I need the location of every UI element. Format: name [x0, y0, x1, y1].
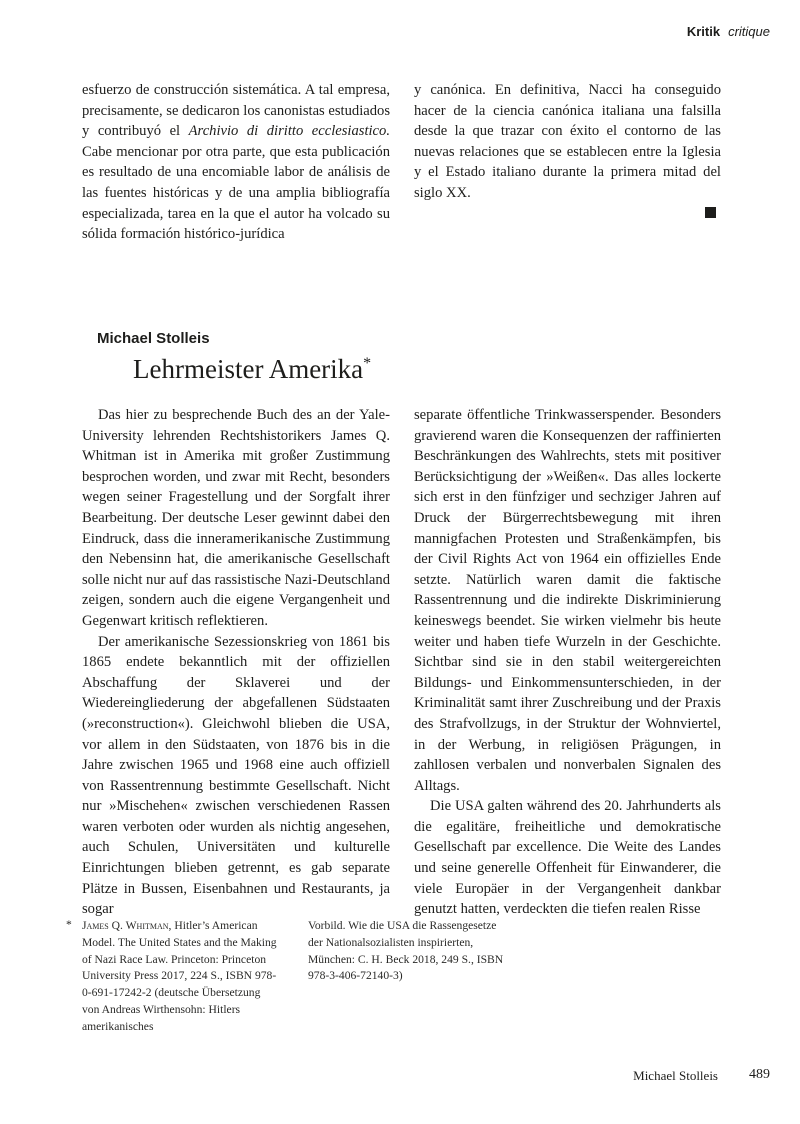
- footnote-text: , Hitler’s American Model. The United States and the Making of Nazi Race Law. Princeton: Princeton University Press 2017, 224 S., ISBN 978-0-691-17242-2 (deutsche Übersetzung von Andreas Wirthensohn: Hitlers amerikanisches: [82, 919, 277, 1033]
- end-of-article-mark: [705, 207, 716, 218]
- footnote-reference[interactable]: *: [363, 355, 372, 372]
- page-number: 489: [749, 1067, 770, 1082]
- subsection-label: critique: [728, 24, 770, 39]
- prev-text-right: y canónica. En definitiva, Nacci ha conseguido hacer de la ciencia canónica italiana una falsilla desde la que trazar con éxito el contorno de las nuevas relaciones que se establecen entre la Iglesia y el Estado italiano durante la primera mitad del siglo XX.: [414, 82, 721, 201]
- footnote-author: James Q. Whitman: [82, 919, 169, 932]
- paragraph: separate öffentliche Trinkwasserspender. Besonders gravierend waren die Konsequenzen der raffinierten Beschränkungen des Wahlrechts, stets mit positiver Berücksichtigung der »Weißen«. Das alles lockerte sich erst in den fünfziger und sechziger Jahren auf Druck der Bürgerrechtsbewegung mit ihren mannigfachen Protesten und Straßenkämpfen, bis der Civil Rights Act von 1964 ein offizielles Ende setzte. Natürlich waren damit die faktische Rassentrennung und die indirekte Diskriminierung keineswegs beendet. Sie wirken vielmehr bis heute weiter und haben tiefe Wurzeln in der Geschichte. Sichtbar sind sie in den stabil weitergereichten Bildungs- und Einkommensunterschieden, in der Kriminalität samt ihrer Zuschreibung und der Praxis des Strafvollzugs, in der Struktur der Wohnviertel, in der Werbung, in religiösen Prägungen, in zahllosen verbalen und nonverbalen Signalen des Alltags.: [414, 407, 721, 794]
- running-head: [687, 24, 770, 39]
- footer-author: Michael Stolleis: [633, 1068, 718, 1083]
- paragraph: Der amerikanische Sezessionskrieg von 1861 bis 1865 endete bekanntlich mit der offiziellen Abschaffung der Sklaverei und der Wiedereingliederung der abgefallenen Südstaaten (»reconstruction«). Gleichwohl blieben die USA, vor allem in den Südstaaten, von 1876 bis in die Jahre zwischen 1965 und 1968 eine auch offiziell von Rassentrennung bestimmte Gesellschaft. Nicht nur »Mischehen« zwischen verschiedenen Rassen waren verboten oder wurden als nichtig angesehen, auch Schulen, Universitäten und kulturelle Einrichtungen blieben getrennt, es gab separate Plätze in Bussen, Eisenbahnen und Restaurants, ja sogar: [82, 633, 390, 918]
- prev-text-part: esfuerzo de construcción sistemática. A tal empresa, precisamente, se dedicaron los canonistas estudiados y contribuyó el: [82, 82, 390, 140]
- article-title: [133, 352, 371, 386]
- paragraph: Das hier zu besprechende Buch des an der Yale-University lehrenden Rechtshistorikers James Q. Whitman ist in Amerika mit großer Zustimmung besprochen worden, und zwar mit Recht, besonders wegen seiner Fragestellung und der Sorgfalt ihrer Bearbeitung. Der deutsche Leser gewinnt dabei den Eindruck, dass die inneramerikanische Zustimmung den Nebensinn hat, die amerikanische Gesellschaft solle nicht nur auf das rassistische Nazi-Deutschland zeigen, sondern auch die eigene Vergangenheit und Gegenwart kritisch reflektieren.: [82, 407, 391, 629]
- section-label: Kritik: [686, 24, 721, 39]
- journal-title-italic: Archivio di diritto ecclesiastico.: [188, 123, 390, 140]
- prev-article-right-column: [414, 80, 721, 204]
- article-author: Michael Stolleis: [97, 330, 210, 347]
- article-left-column: [82, 405, 390, 920]
- article-title-text: Lehrmeister Amerika: [133, 354, 364, 384]
- prev-text-part: Cabe mencionar por otra parte, que esta publicación es resultado de una encomiable labor de análisis de las fuentes históricas y de una amplia bibliografía especializada, tarea en la que el autor ha volcado su sólida formación histórico-jurídica: [82, 143, 390, 243]
- footnote-left: [82, 918, 278, 1036]
- prev-article-left-column: [82, 80, 390, 245]
- footnote-text-continued: Vorbild. Wie die USA die Rassengesetze der Nationalsozialisten inspirierten, München: C. H. Beck 2018, 249 S., ISBN 978-3-406-72140-3): [308, 919, 504, 983]
- footnote-right: [308, 918, 508, 985]
- footnote-mark: *: [66, 918, 72, 931]
- article-right-column: [414, 405, 721, 920]
- paragraph: Die USA galten während des 20. Jahrhunderts als die egalitäre, freiheitliche und demokratische Gesellschaft par excellence. Die Weite des Landes und seine generelle Offenheit für Einwanderer, die viele Europäer in der Vergangenheit dankbar genutzt hatten, verdeckten die tiefen realen Risse: [414, 798, 721, 918]
